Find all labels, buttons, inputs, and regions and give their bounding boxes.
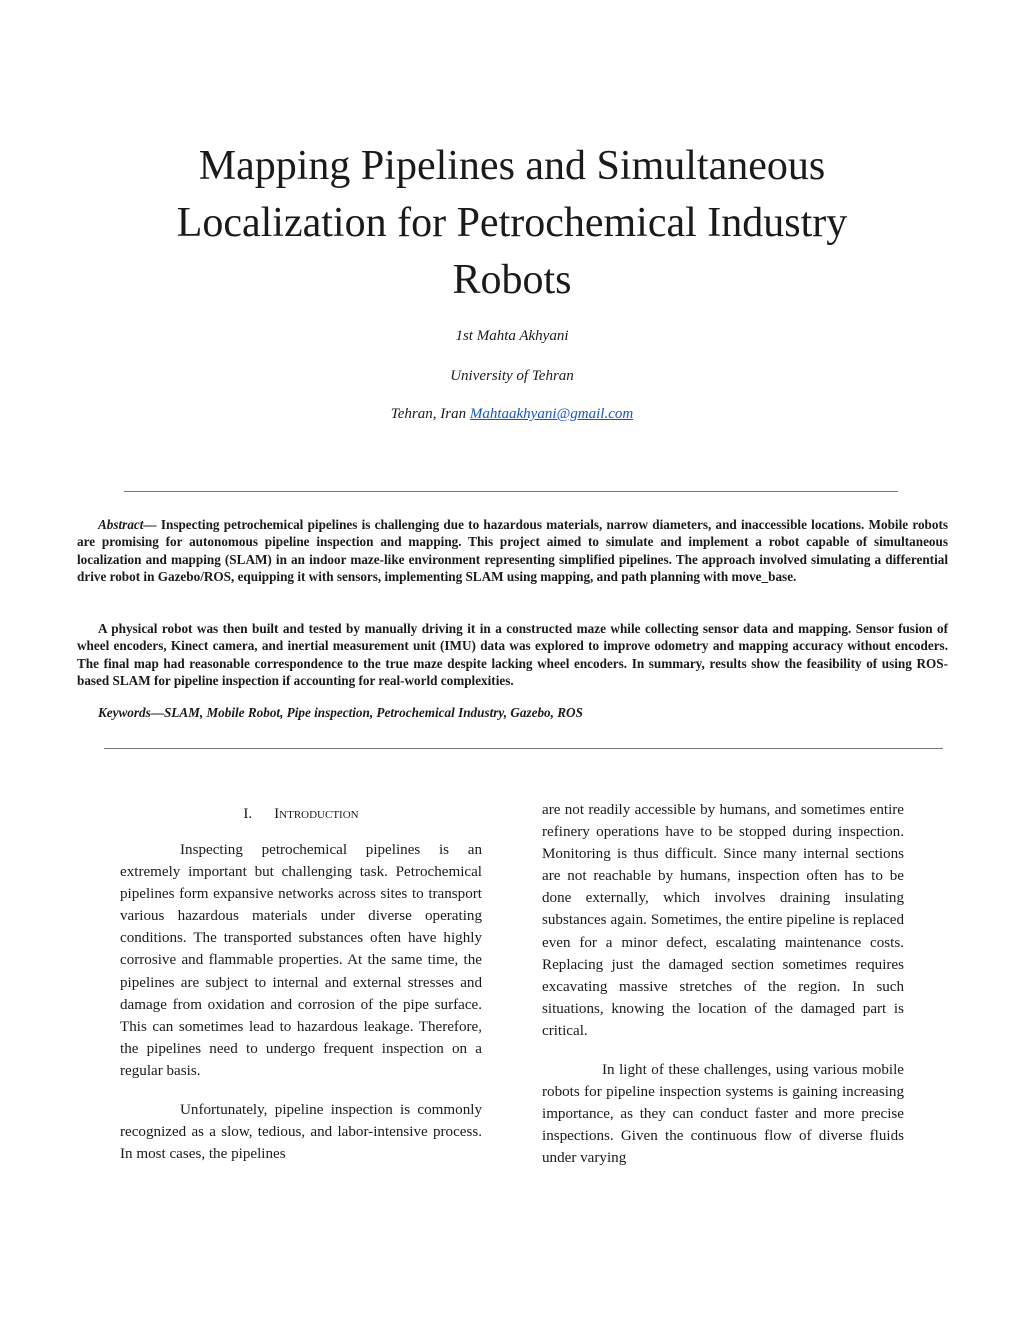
author-contact: [0, 405, 1024, 423]
paper-title: Mapping Pipelines and Simultaneous Localization for Petrochemical Industry Robots: [176, 143, 848, 303]
top-divider: [124, 491, 898, 492]
abstract-label: Abstract—: [98, 517, 157, 532]
bottom-divider: [104, 748, 943, 749]
intro-paragraph-4: In light of these challenges, using various mobile robots for pipeline inspection systems is gaining increasing importance, as they can conduct faster and more precise inspections. Given the continuous flow of diverse fluids under varying: [542, 1062, 904, 1167]
section-number: I.: [243, 806, 253, 822]
right-column: [542, 799, 904, 1170]
author-name: 1st Mahta Akhyani: [455, 328, 569, 344]
keywords: Keywords—SLAM, Mobile Robot, Pipe inspection, Petrochemical Industry, Gazebo, ROS: [98, 705, 583, 720]
author-email-link[interactable]: Mahtaakhyani@gmail.com: [469, 406, 634, 422]
section-heading-introduction: [120, 803, 482, 825]
intro-paragraph-1: Inspecting petrochemical pipelines is an extremely important but challenging task. Petrochemical pipelines form expansive networks across sites to transport various hazardous materials under diverse operating conditions. The transported substances often have highly corrosive and flammable properties. At the same time, the pipelines are subject to internal and external stresses and damage from oxidation and corrosion of the pipe surface. This can sometimes lead to hazardous leakage. Therefore, the pipelines need to undergo frequent inspection on a regular basis.: [120, 842, 482, 1079]
intro-paragraph-2: Unfortunately, pipeline inspection is commonly recognized as a slow, tedious, and labor-intensive process. In most cases, the pipelines: [120, 1102, 482, 1163]
author-affiliation: University of Tehran: [450, 368, 574, 384]
abstract-text-1: Inspecting petrochemical pipelines is challenging due to hazardous materials, narrow diameters, and inaccessible locations. Mobile robots are promising for autonomous pipeline inspection and mapping. This project aimed to simulate and implement a robot capable of simultaneous localization and mapping (SLAM) in an indoor maze-like environment representing simplified pipelines. The approach involved simulating a differential drive robot in Gazebo/ROS, equipping it with sensors, implementing SLAM using mapping, and path planning with move_base.: [77, 517, 948, 585]
abstract-paragraph-2: A physical robot was then built and tested by manually driving it in a constructed maze while collecting sensor data and mapping. Sensor fusion of wheel encoders, Kinect camera, and inertial measurement unit (IMU) data was explored to improve odometry and mapping accuracy without encoders. The final map had reasonable correspondence to the true maze despite lacking wheel encoders. In summary, results show the feasibility of using ROS-based SLAM for pipeline inspection if accounting for real-world complexities.: [77, 621, 948, 689]
intro-paragraph-3: are not readily accessible by humans, and sometimes entire refinery operations have to be stopped during inspection. Monitoring is thus difficult. Since many internal sections are not reachable by humans, inspection often has to be done externally, which involves draining insulating substances again. Sometimes, the entire pipeline is replaced even for a minor defect, escalating maintenance costs. Replacing just the damaged section sometimes requires excavating massive stretches of the region. In such situations, knowing the location of the damaged part is critical.: [542, 802, 904, 1039]
section-title: Introduction: [274, 806, 359, 822]
author-location: Tehran, Iran: [390, 406, 467, 422]
abstract-paragraph-1: [77, 516, 948, 586]
left-column: [120, 803, 482, 1165]
